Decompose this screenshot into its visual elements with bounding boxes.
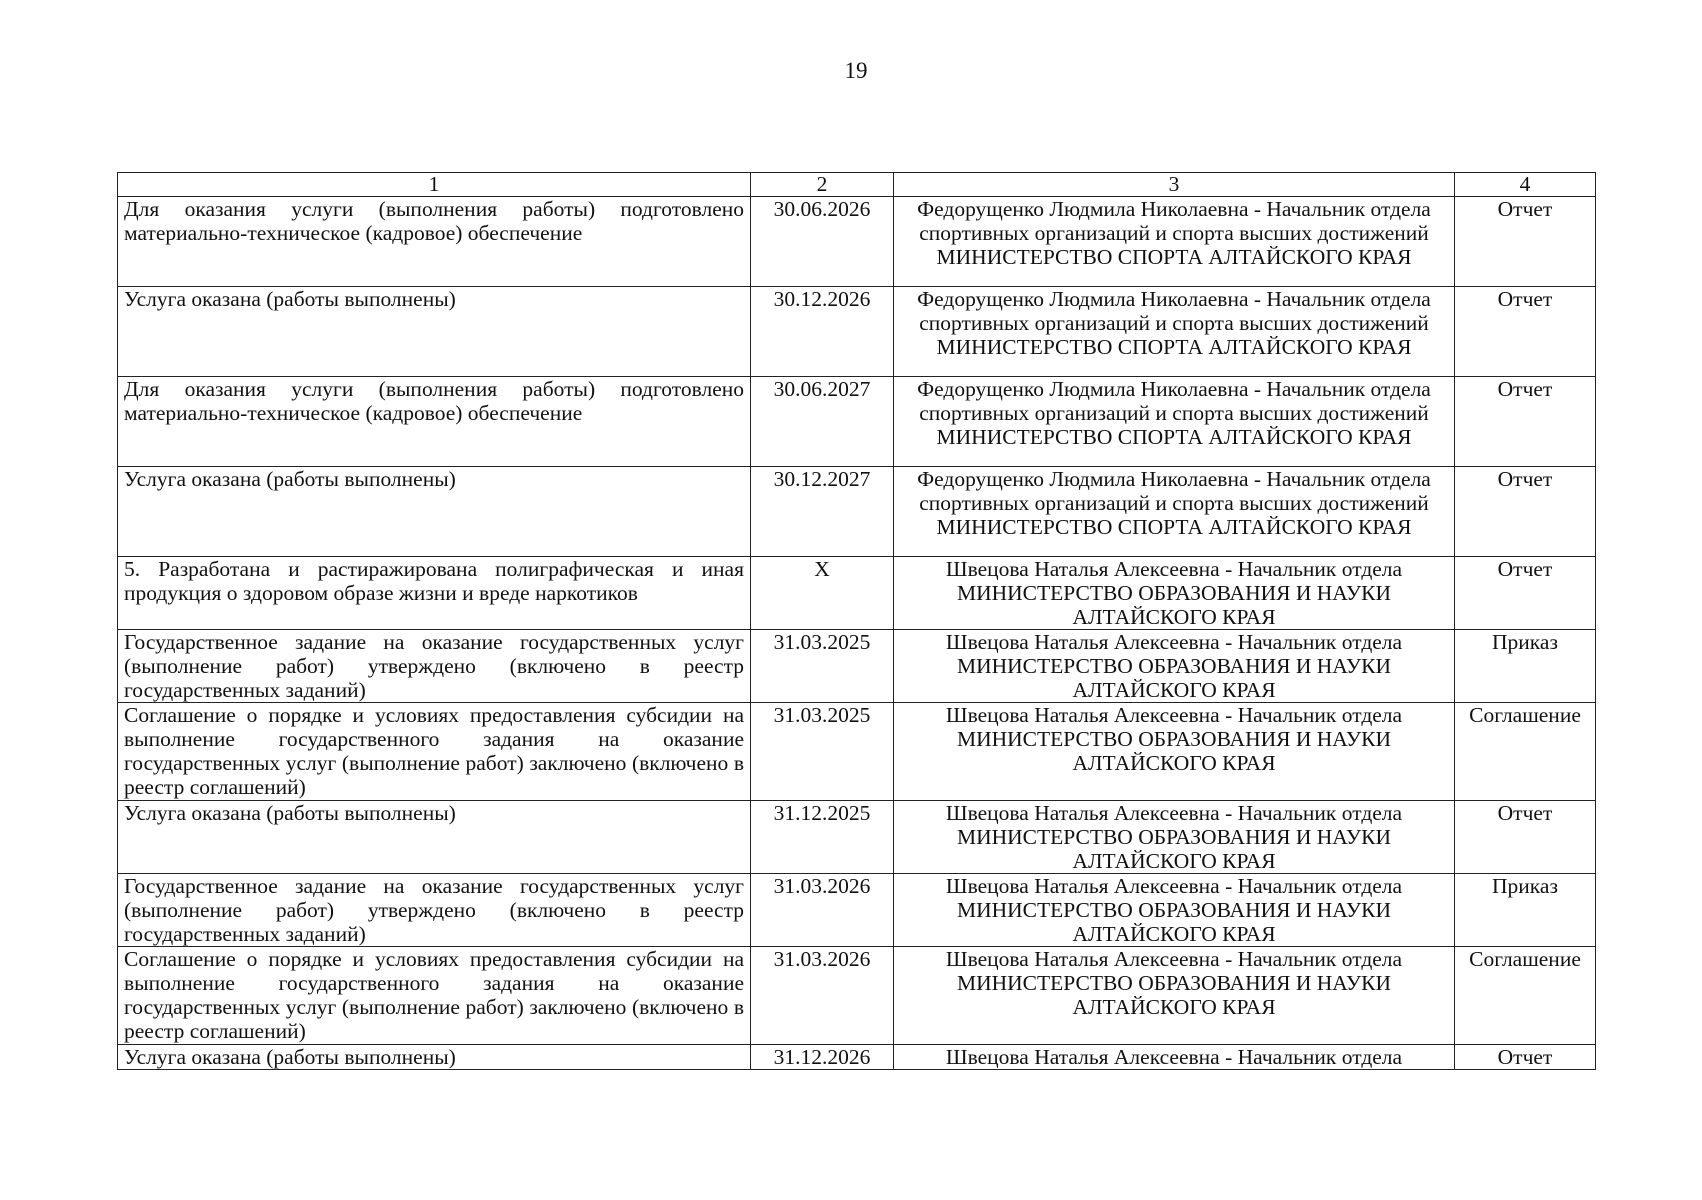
date-cell: 31.03.2025 <box>751 703 894 801</box>
responsible-person: Швецова Наталья Алексеевна - Начальник отдела <box>945 947 1403 971</box>
responsible-cell <box>894 630 1455 703</box>
table-row <box>118 703 1596 801</box>
responsible-cell <box>894 557 1455 630</box>
responsible-person: Швецова Наталья Алексеевна - Начальник отдела <box>945 703 1403 727</box>
responsible-cell <box>894 874 1455 947</box>
responsible-organization: МИНИСТЕРСТВО ОБРАЗОВАНИЯ И НАУКИ АЛТАЙСКОГО КРАЯ <box>956 825 1392 873</box>
responsible-cell <box>894 703 1455 801</box>
table-row <box>118 557 1596 630</box>
responsible-organization: МИНИСТЕРСТВО СПОРТА АЛТАЙСКОГО КРАЯ <box>936 335 1412 359</box>
plan-table <box>117 172 1596 1070</box>
date-cell: 30.12.2027 <box>751 467 894 557</box>
responsible-organization: МИНИСТЕРСТВО ОБРАЗОВАНИЯ И НАУКИ АЛТАЙСКОГО КРАЯ <box>956 898 1392 946</box>
event-cell: Соглашение о порядке и условиях предоставления субсидии на выполнение государственного задания на оказание государственных услуг (выполнение работ) заключено (включено в реестр соглашений) <box>118 947 751 1045</box>
event-cell: Для оказания услуги (выполнения работы) подготовлено материально-техническое (кадровое) обеспечение <box>118 197 751 287</box>
responsible-person: Швецова Наталья Алексеевна - Начальник отдела <box>945 801 1403 825</box>
date-cell: 31.12.2025 <box>751 801 894 874</box>
event-cell: Государственное задание на оказание государственных услуг (выполнение работ) утверждено (включено в реестр государственных заданий) <box>118 630 751 703</box>
responsible-person: Федорущенко Людмила Николаевна - Начальник отдела спортивных организаций и спорта высших достижений <box>917 287 1431 335</box>
document-cell: Приказ <box>1455 630 1596 703</box>
responsible-cell <box>894 197 1455 287</box>
table-row <box>118 630 1596 703</box>
event-cell: Соглашение о порядке и условиях предоставления субсидии на выполнение государственного задания на оказание государственных услуг (выполнение работ) заключено (включено в реестр соглашений) <box>118 703 751 801</box>
table-row <box>118 801 1596 874</box>
document-cell: Отчет <box>1455 287 1596 377</box>
document-cell: Отчет <box>1455 467 1596 557</box>
column-header-2: 2 <box>751 173 894 197</box>
document-cell: Отчет <box>1455 1045 1596 1070</box>
responsible-person: Федорущенко Людмила Николаевна - Начальник отдела спортивных организаций и спорта высших достижений <box>917 197 1431 245</box>
date-cell: 30.06.2026 <box>751 197 894 287</box>
document-cell: Соглашение <box>1455 947 1596 1045</box>
responsible-person: Швецова Наталья Алексеевна - Начальник отдела <box>945 874 1403 898</box>
responsible-cell <box>894 801 1455 874</box>
responsible-person: Швецова Наталья Алексеевна - Начальник отдела <box>945 557 1403 581</box>
page-number: 19 <box>844 58 868 83</box>
event-cell: 5. Разработана и растиражирована полиграфическая и иная продукция о здоровом образе жизни и вреде наркотиков <box>118 557 751 630</box>
document-cell: Отчет <box>1455 801 1596 874</box>
table-row <box>118 197 1596 287</box>
event-cell: Государственное задание на оказание государственных услуг (выполнение работ) утверждено (включено в реестр государственных заданий) <box>118 874 751 947</box>
table-row <box>118 287 1596 377</box>
document-cell: Отчет <box>1455 377 1596 467</box>
responsible-organization: МИНИСТЕРСТВО СПОРТА АЛТАЙСКОГО КРАЯ <box>936 425 1412 449</box>
responsible-organization: МИНИСТЕРСТВО ОБРАЗОВАНИЯ И НАУКИ АЛТАЙСКОГО КРАЯ <box>956 971 1392 1019</box>
responsible-person: Федорущенко Людмила Николаевна - Начальник отдела спортивных организаций и спорта высших достижений <box>917 377 1431 425</box>
responsible-person: Швецова Наталья Алексеевна - Начальник отдела <box>945 630 1403 654</box>
date-cell: 30.12.2026 <box>751 287 894 377</box>
table-row <box>118 377 1596 467</box>
responsible-cell <box>894 377 1455 467</box>
table-row <box>118 1045 1596 1070</box>
responsible-person: Федорущенко Людмила Николаевна - Начальник отдела спортивных организаций и спорта высших достижений <box>917 467 1431 515</box>
date-cell: X <box>751 557 894 630</box>
responsible-cell <box>894 947 1455 1045</box>
date-cell: 31.03.2025 <box>751 630 894 703</box>
column-header-4: 4 <box>1455 173 1596 197</box>
responsible-organization: МИНИСТЕРСТВО ОБРАЗОВАНИЯ И НАУКИ АЛТАЙСКОГО КРАЯ <box>956 727 1392 775</box>
event-cell: Услуга оказана (работы выполнены) <box>118 801 751 874</box>
date-cell: 31.12.2026 <box>751 1045 894 1070</box>
responsible-organization: МИНИСТЕРСТВО СПОРТА АЛТАЙСКОГО КРАЯ <box>936 245 1412 269</box>
event-cell: Услуга оказана (работы выполнены) <box>118 1045 751 1070</box>
date-cell: 31.03.2026 <box>751 947 894 1045</box>
responsible-cell <box>894 467 1455 557</box>
column-header-1: 1 <box>118 173 751 197</box>
document-cell: Соглашение <box>1455 703 1596 801</box>
table-row <box>118 874 1596 947</box>
table-row <box>118 947 1596 1045</box>
header-row <box>118 173 1596 197</box>
responsible-organization: МИНИСТЕРСТВО ОБРАЗОВАНИЯ И НАУКИ АЛТАЙСКОГО КРАЯ <box>956 654 1392 702</box>
column-header-3: 3 <box>894 173 1455 197</box>
responsible-organization: МИНИСТЕРСТВО СПОРТА АЛТАЙСКОГО КРАЯ <box>936 515 1412 539</box>
document-cell: Отчет <box>1455 197 1596 287</box>
table-row <box>118 467 1596 557</box>
responsible-cell <box>894 287 1455 377</box>
event-cell: Услуга оказана (работы выполнены) <box>118 467 751 557</box>
date-cell: 31.03.2026 <box>751 874 894 947</box>
document-cell: Приказ <box>1455 874 1596 947</box>
responsible-organization: МИНИСТЕРСТВО ОБРАЗОВАНИЯ И НАУКИ АЛТАЙСКОГО КРАЯ <box>956 581 1392 629</box>
responsible-cell <box>894 1045 1455 1070</box>
responsible-person: Швецова Наталья Алексеевна - Начальник отдела <box>945 1045 1403 1069</box>
document-cell: Отчет <box>1455 557 1596 630</box>
event-cell: Для оказания услуги (выполнения работы) подготовлено материально-техническое (кадровое) обеспечение <box>118 377 751 467</box>
date-cell: 30.06.2027 <box>751 377 894 467</box>
event-cell: Услуга оказана (работы выполнены) <box>118 287 751 377</box>
